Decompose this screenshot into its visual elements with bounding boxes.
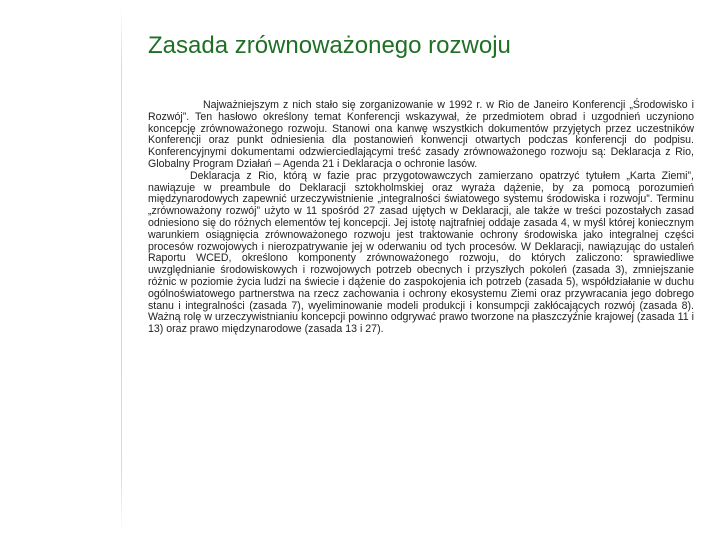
body-paragraph-2: Deklaracja z Rio, którą w fazie prac przygotowawczych zamierzano opatrzyć tytułem „Karta Ziemi”, nawiązuje w preambule do Deklaracji sztokholmskiej oraz wyraża dążenie, by za pomocą porozumień międzynarodowych zapewnić urzeczywistnienie „integralności światowego systemu środowiska i rozwoju”. Terminu „zrównoważony rozwój” użyto w 11 spośród 27 zasad ujętych w Deklaracji, ale także w treści pozostałych zasad odniesiono się do różnych elementów tej koncepcji. Jej istotę najtrafniej oddaje zasada 4, w myśl której koniecznym warunkiem osiągnięcia zrównoważonego rozwoju jest traktowanie ochrony środowiska jako integralnej części procesów rozwojowych i nierozpatrywanie jej w oderwaniu od tych procesów. W Deklaracji, nawiązując do ustaleń Raportu WCED, określono komponenty zrównoważonego rozwoju, do których zaliczono: sprawiedliwe uwzględnianie środowiskowych i rozwojowych potrzeb obecnych i przyszłych pokoleń (zasada 3), zmniejszanie różnic w poziomie życia ludzi na świecie i dążenie do zaspokojenia ich potrzeb (zasada 5), współdziałanie w duchu ogólnoświatowego partnerstwa na rzecz zachowania i ochrony ekosystemu Ziemi oraz przywracania jego dobrego stanu i integralności (zasada 7), wyeliminowanie modeli produkcji i konsumpcji zakłócających rozwój (zasada 8). Ważną rolę w urzeczywistnianiu koncepcji powinno odgrywać prawo tworzone na płaszczyźnie krajowej (zasada 11 i 13) oraz prawo międzynarodowe (zasada 13 i 27). [148,169,694,336]
slide-title: Zasada zrównoważonego rozwoju [148,32,511,59]
body-paragraph-1: Najważniejszym z nich stało się zorganizowanie w 1992 r. w Rio de Janeiro Konferencji „Środowisko i Rozwój”. Ten hasłowo określony temat Konferencji wskazywał, że przedmiotem obrad i uzgodnień uczyniono koncepcję zrównoważonego rozwoju. Stanowi ona kanwę wszystkich dokumentów przyjętych przez uczestników Konferencji oraz punkt odniesienia dla postanowień konwencji otwartych podczas konferencji do podpisu. Konferencyjnymi dokumentami odzwierciedlającymi treść zasady zrównoważonego rozwoju są: Deklaracja z Rio, Globalny Program Działań – Agenda 21 i Deklaracja o ochronie lasów. [148,99,694,170]
decorative-vertical-line [121,4,122,534]
slide-body [148,100,694,336]
